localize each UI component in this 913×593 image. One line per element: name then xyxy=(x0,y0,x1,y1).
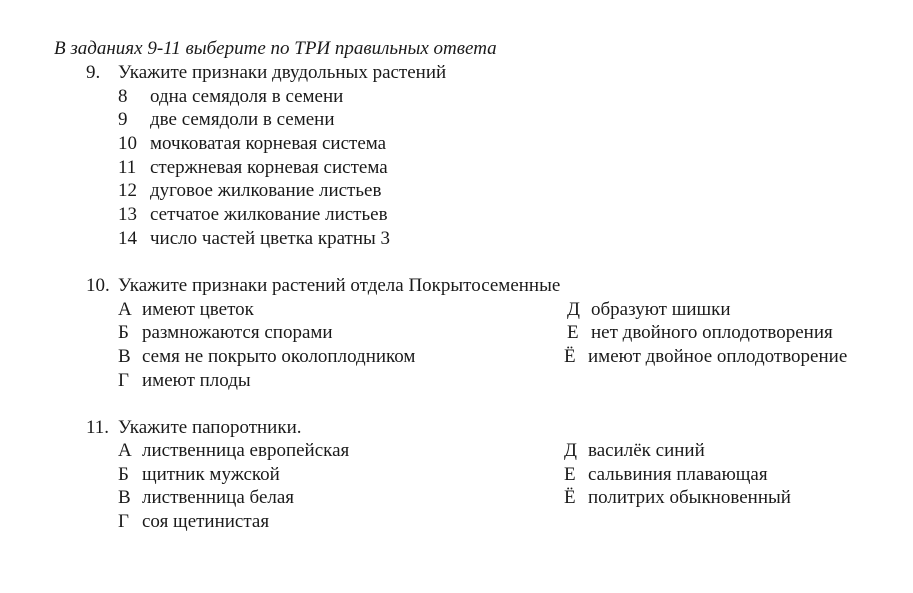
option-key: Ё xyxy=(564,487,576,508)
option-text: число частей цветка кратны 3 xyxy=(150,228,391,249)
option-text: щитник мужской xyxy=(142,464,280,485)
option-text: размножаются спорами xyxy=(142,322,333,343)
question-11-heading xyxy=(86,417,302,439)
option-key: Е xyxy=(567,322,579,343)
option-text: имеют цветок xyxy=(142,299,254,320)
question-10-title: Укажите признаки растений отдела Покрытосеменные xyxy=(118,275,561,296)
q11-option-yo xyxy=(564,487,791,509)
option-key: 13 xyxy=(118,204,137,225)
question-10-number: 10. xyxy=(86,275,110,296)
question-9-number: 9. xyxy=(86,62,101,83)
q10-option-g xyxy=(118,370,251,392)
option-key: 12 xyxy=(118,180,137,201)
q11-option-a xyxy=(118,440,349,462)
option-key: Б xyxy=(118,322,129,343)
question-10-heading xyxy=(86,275,560,297)
option-key: 10 xyxy=(118,133,137,154)
q9-option-11 xyxy=(118,157,388,179)
q9-option-14 xyxy=(118,228,390,250)
option-key: 9 xyxy=(118,109,128,130)
option-key: Б xyxy=(118,464,129,485)
q9-option-8 xyxy=(118,86,343,108)
option-key: Г xyxy=(118,370,129,391)
question-11-title: Укажите папоротники. xyxy=(118,417,302,438)
option-text: две семядоли в семени xyxy=(150,109,335,130)
q11-option-b xyxy=(118,464,280,486)
option-text: лиственница европейская xyxy=(142,440,350,461)
q9-option-12 xyxy=(118,180,381,202)
q11-option-v xyxy=(118,487,294,509)
option-key: А xyxy=(118,440,132,461)
option-text: василёк синий xyxy=(588,440,705,461)
option-text: сетчатое жилкование листьев xyxy=(150,204,388,225)
option-text: одна семядоля в семени xyxy=(150,86,344,107)
option-text: нет двойного оплодотворения xyxy=(591,322,833,343)
q10-option-a xyxy=(118,299,254,321)
option-text: дуговое жилкование листьев xyxy=(150,180,382,201)
option-text: лиственница белая xyxy=(142,487,295,508)
option-key: 14 xyxy=(118,228,137,249)
option-key: Г xyxy=(118,511,129,532)
q10-option-b xyxy=(118,322,333,344)
option-text: образуют шишки xyxy=(591,299,731,320)
q11-option-g xyxy=(118,511,269,533)
option-text: имеют двойное оплодотворение xyxy=(588,346,848,367)
q10-option-yo xyxy=(564,346,847,368)
option-text: мочковатая корневая система xyxy=(150,133,387,154)
option-text: семя не покрыто околоплодником xyxy=(142,346,416,367)
option-text: политрих обыкновенный xyxy=(588,487,791,508)
option-key: Е xyxy=(564,464,576,485)
q11-option-d xyxy=(564,440,705,462)
option-key: А xyxy=(118,299,132,320)
q10-option-d xyxy=(567,299,731,321)
question-11-number: 11. xyxy=(86,417,110,438)
q10-option-v xyxy=(118,346,415,368)
q10-option-e xyxy=(567,322,833,344)
option-key: В xyxy=(118,487,131,508)
option-key: Д xyxy=(564,440,577,461)
option-text: стержневая корневая система xyxy=(150,157,388,178)
option-key: Д xyxy=(567,299,580,320)
q9-option-10 xyxy=(118,133,386,155)
option-key: 8 xyxy=(118,86,128,107)
q11-option-e xyxy=(564,464,768,486)
option-text: соя щетинистая xyxy=(142,511,270,532)
question-9-title: Укажите признаки двудольных растений xyxy=(118,62,447,83)
option-text: сальвиния плавающая xyxy=(588,464,768,485)
option-key: Ё xyxy=(564,346,576,367)
option-key: В xyxy=(118,346,131,367)
question-9-heading xyxy=(86,62,446,84)
instruction-text: В заданиях 9-11 выберите по ТРИ правильных ответа xyxy=(54,38,497,59)
option-text: имеют плоды xyxy=(142,370,251,391)
q9-option-13 xyxy=(118,204,388,226)
q9-option-9 xyxy=(118,109,335,131)
option-key: 11 xyxy=(118,157,137,178)
